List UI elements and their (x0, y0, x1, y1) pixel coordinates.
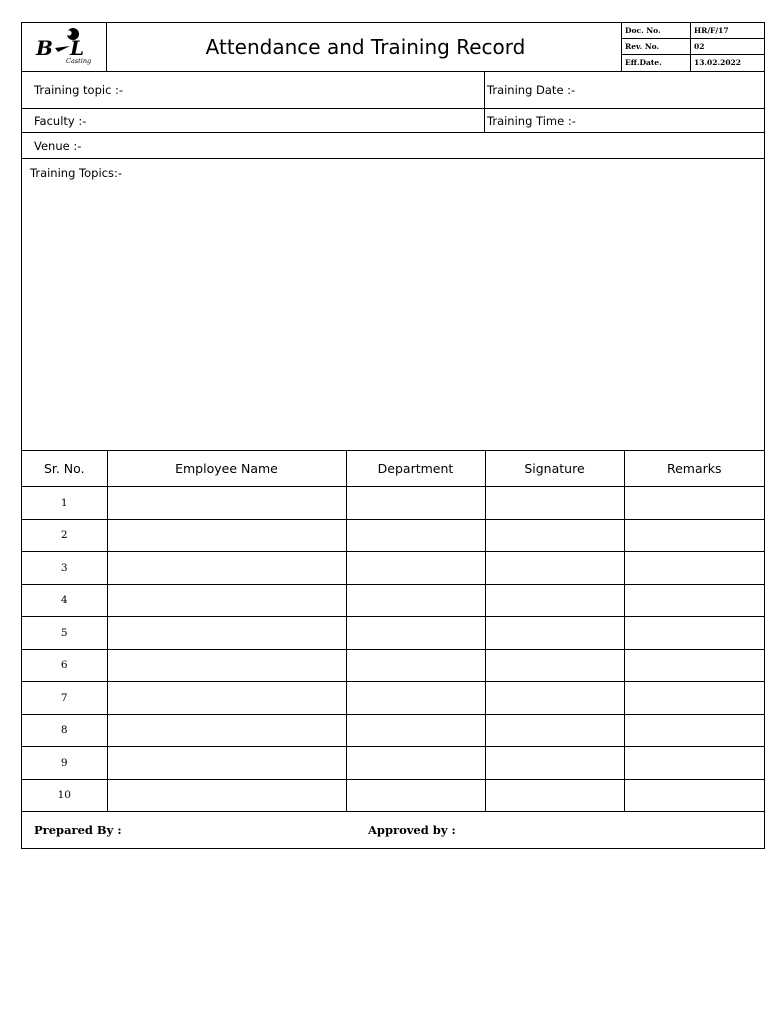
attendance-table (22, 451, 764, 812)
revision-label: Rev. No. (622, 39, 691, 54)
table-row (22, 487, 764, 520)
employee-name-cell[interactable] (107, 779, 346, 812)
sr-no-cell: 10 (22, 779, 107, 812)
approved-by-label: Approved by : (368, 823, 456, 837)
column-header-remarks: Remarks (624, 451, 764, 487)
doc-number-label: Doc. No. (622, 23, 691, 38)
faculty-time-row (22, 109, 764, 133)
effective-date-row (622, 55, 764, 71)
table-row (22, 519, 764, 552)
table-row (22, 779, 764, 812)
form-footer (22, 812, 764, 848)
table-row (22, 682, 764, 715)
table-row (22, 617, 764, 650)
training-date-field[interactable]: Training Date :- (487, 83, 576, 97)
signature-cell[interactable] (485, 552, 624, 585)
signature-cell[interactable] (485, 649, 624, 682)
sr-no-cell: 5 (22, 617, 107, 650)
department-cell[interactable] (346, 519, 485, 552)
signature-cell[interactable] (485, 779, 624, 812)
page-title: Attendance and Training Record (205, 35, 526, 59)
signature-cell[interactable] (485, 487, 624, 520)
remarks-cell[interactable] (624, 552, 764, 585)
employee-name-cell[interactable] (107, 519, 346, 552)
attendance-form (21, 22, 765, 849)
venue-field[interactable]: Venue :- (34, 138, 82, 153)
column-header-sr-no: Sr. No. (22, 451, 107, 487)
department-cell[interactable] (346, 617, 485, 650)
table-row (22, 584, 764, 617)
department-cell[interactable] (346, 714, 485, 747)
effective-date-value: 13.02.2022 (694, 58, 741, 67)
svg-text:B: B (36, 36, 53, 60)
department-cell[interactable] (346, 649, 485, 682)
document-info-table (621, 23, 764, 71)
employee-name-cell[interactable] (107, 682, 346, 715)
sr-no-cell: 2 (22, 519, 107, 552)
signature-cell[interactable] (485, 682, 624, 715)
sr-no-cell: 9 (22, 747, 107, 780)
training-topics-area[interactable] (22, 159, 764, 451)
sr-no-cell: 6 (22, 649, 107, 682)
revision-value: 02 (694, 42, 705, 51)
column-header-department: Department (346, 451, 485, 487)
table-row (22, 552, 764, 585)
sr-no-cell: 3 (22, 552, 107, 585)
company-logo (22, 23, 107, 71)
doc-number-value: HR/F/17 (694, 26, 729, 35)
department-cell[interactable] (346, 682, 485, 715)
doc-number-row (622, 23, 764, 39)
training-topics-label: Training Topics:- (30, 166, 122, 180)
topic-date-row (22, 72, 764, 109)
remarks-cell[interactable] (624, 519, 764, 552)
faculty-field[interactable]: Faculty :- (22, 109, 485, 132)
remarks-cell[interactable] (624, 584, 764, 617)
employee-name-cell[interactable] (107, 649, 346, 682)
sr-no-cell: 7 (22, 682, 107, 715)
column-header-signature: Signature (485, 451, 624, 487)
department-cell[interactable] (346, 584, 485, 617)
signature-cell[interactable] (485, 747, 624, 780)
employee-name-cell[interactable] (107, 487, 346, 520)
employee-name-cell[interactable] (107, 617, 346, 650)
remarks-cell[interactable] (624, 649, 764, 682)
remarks-cell[interactable] (624, 747, 764, 780)
remarks-cell[interactable] (624, 682, 764, 715)
signature-cell[interactable] (485, 584, 624, 617)
training-topic-field[interactable]: Training topic :- (22, 72, 485, 108)
table-header-row (22, 451, 764, 487)
remarks-cell[interactable] (624, 487, 764, 520)
employee-name-cell[interactable] (107, 584, 346, 617)
department-cell[interactable] (346, 552, 485, 585)
department-cell[interactable] (346, 747, 485, 780)
employee-name-cell[interactable] (107, 714, 346, 747)
sr-no-cell: 4 (22, 584, 107, 617)
venue-row (22, 133, 764, 159)
svg-text:L: L (70, 36, 85, 60)
department-cell[interactable] (346, 779, 485, 812)
remarks-cell[interactable] (624, 714, 764, 747)
signature-cell[interactable] (485, 714, 624, 747)
column-header-employee-name: Employee Name (107, 451, 346, 487)
prepared-by-label: Prepared By : (34, 823, 122, 837)
remarks-cell[interactable] (624, 617, 764, 650)
table-row (22, 714, 764, 747)
form-header (22, 23, 764, 72)
effective-date-label: Eff.Date. (622, 55, 691, 71)
svg-text:Casting: Casting (66, 57, 92, 65)
table-row (22, 747, 764, 780)
sr-no-cell: 8 (22, 714, 107, 747)
signature-cell[interactable] (485, 519, 624, 552)
department-cell[interactable] (346, 487, 485, 520)
remarks-cell[interactable] (624, 779, 764, 812)
training-time-field[interactable]: Training Time :- (487, 113, 576, 128)
revision-row (622, 39, 764, 55)
employee-name-cell[interactable] (107, 747, 346, 780)
signature-cell[interactable] (485, 617, 624, 650)
sr-no-cell: 1 (22, 487, 107, 520)
logo-icon (22, 23, 107, 71)
table-row (22, 649, 764, 682)
employee-name-cell[interactable] (107, 552, 346, 585)
